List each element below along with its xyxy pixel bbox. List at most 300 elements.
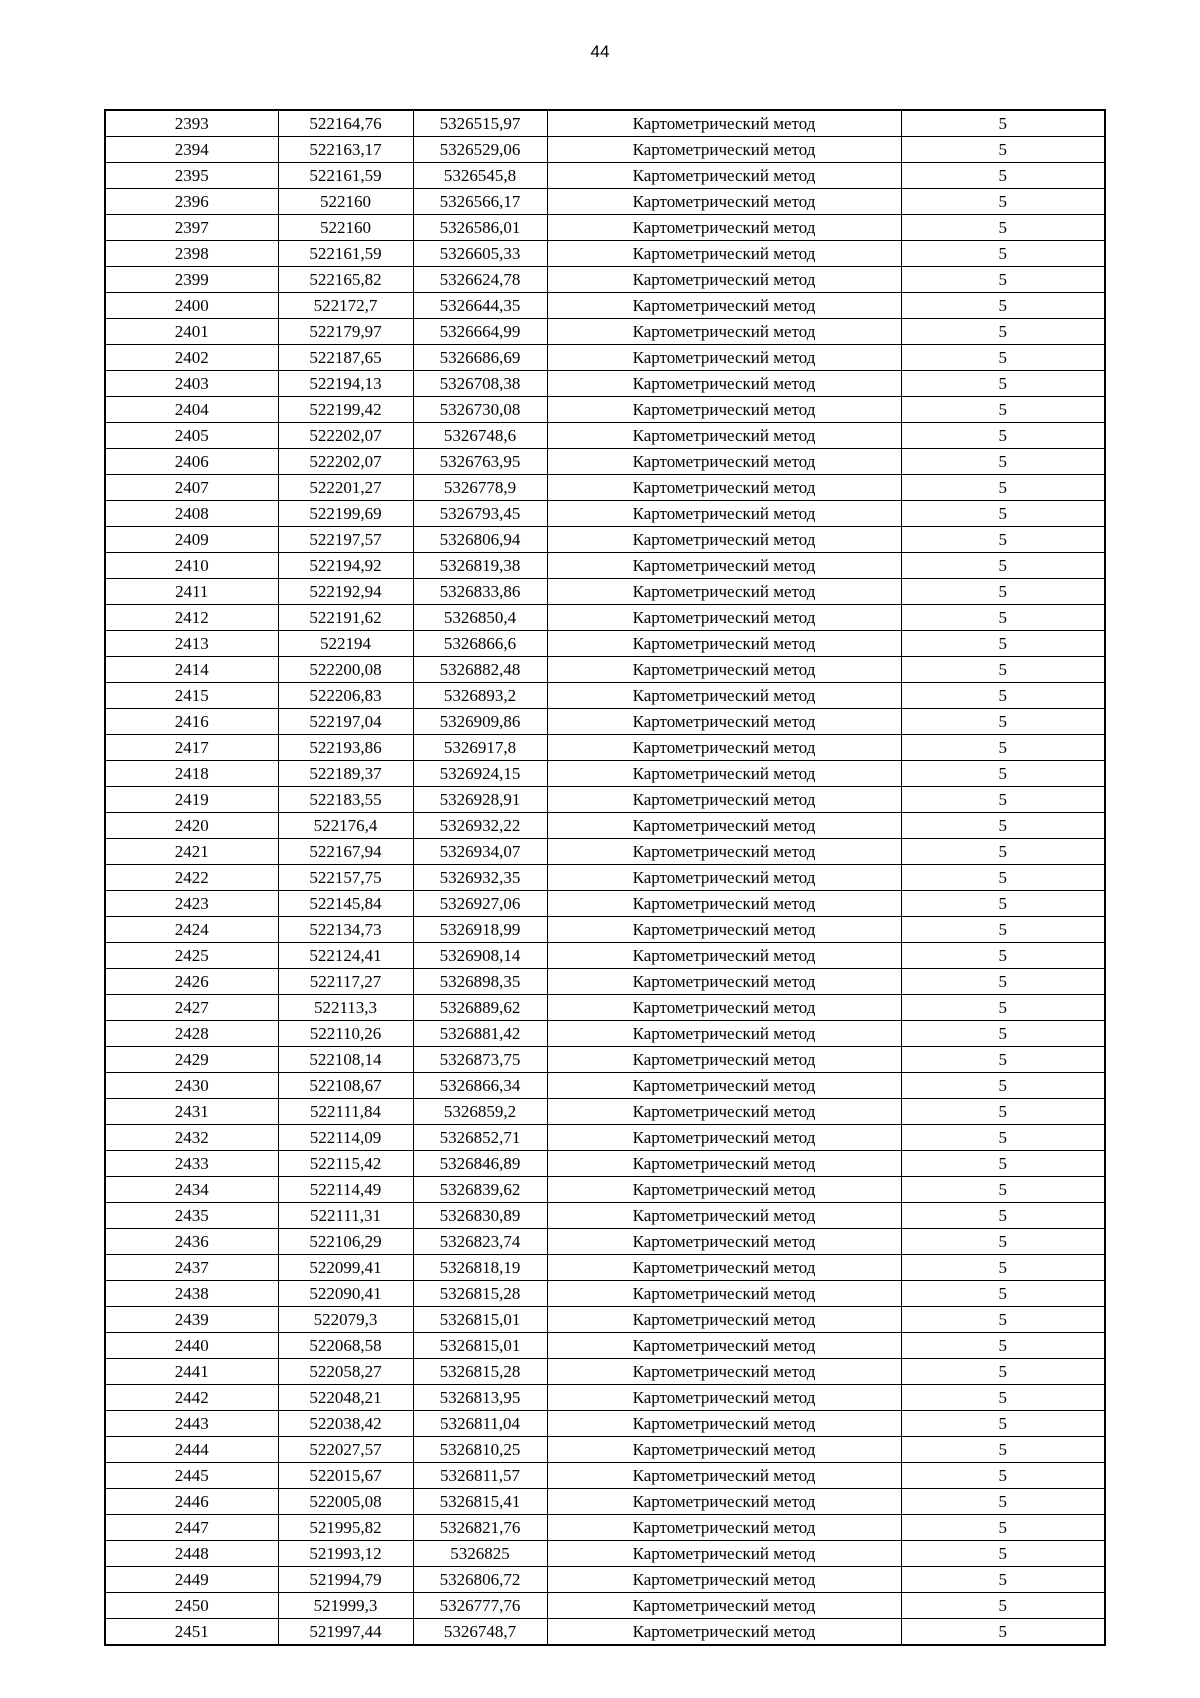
- y-coordinate-cell: 5326909,86: [413, 709, 547, 735]
- y-coordinate-cell: 5326818,19: [413, 1255, 547, 1281]
- point-number-cell: 2443: [105, 1411, 278, 1437]
- y-coordinate-cell: 5326852,71: [413, 1125, 547, 1151]
- method-cell: Картометрический метод: [547, 1359, 901, 1385]
- point-number-cell: 2418: [105, 761, 278, 787]
- y-coordinate-cell: 5326686,69: [413, 345, 547, 371]
- point-number-cell: 2411: [105, 579, 278, 605]
- table-row: [105, 917, 1105, 943]
- point-number-cell: 2441: [105, 1359, 278, 1385]
- accuracy-cell: 5: [901, 319, 1105, 345]
- y-coordinate-cell: 5326873,75: [413, 1047, 547, 1073]
- method-cell: Картометрический метод: [547, 1541, 901, 1567]
- table-row: [105, 943, 1105, 969]
- x-coordinate-cell: 521997,44: [278, 1619, 413, 1646]
- method-cell: Картометрический метод: [547, 553, 901, 579]
- method-cell: Картометрический метод: [547, 241, 901, 267]
- x-coordinate-cell: 522115,42: [278, 1151, 413, 1177]
- method-cell: Картометрический метод: [547, 1593, 901, 1619]
- y-coordinate-cell: 5326833,86: [413, 579, 547, 605]
- point-number-cell: 2405: [105, 423, 278, 449]
- accuracy-cell: 5: [901, 1619, 1105, 1646]
- y-coordinate-cell: 5326889,62: [413, 995, 547, 1021]
- y-coordinate-cell: 5326898,35: [413, 969, 547, 995]
- method-cell: Картометрический метод: [547, 1203, 901, 1229]
- y-coordinate-cell: 5326932,22: [413, 813, 547, 839]
- method-cell: Картометрический метод: [547, 1619, 901, 1646]
- table-row: [105, 241, 1105, 267]
- table-row: [105, 1151, 1105, 1177]
- point-number-cell: 2400: [105, 293, 278, 319]
- x-coordinate-cell: 522106,29: [278, 1229, 413, 1255]
- point-number-cell: 2415: [105, 683, 278, 709]
- table-row: [105, 345, 1105, 371]
- accuracy-cell: 5: [901, 1385, 1105, 1411]
- method-cell: Картометрический метод: [547, 1307, 901, 1333]
- point-number-cell: 2439: [105, 1307, 278, 1333]
- accuracy-cell: 5: [901, 527, 1105, 553]
- x-coordinate-cell: 522163,17: [278, 137, 413, 163]
- y-coordinate-cell: 5326839,62: [413, 1177, 547, 1203]
- table-row: [105, 293, 1105, 319]
- table-row: [105, 1463, 1105, 1489]
- point-number-cell: 2413: [105, 631, 278, 657]
- point-number-cell: 2419: [105, 787, 278, 813]
- method-cell: Картометрический метод: [547, 1333, 901, 1359]
- method-cell: Картометрический метод: [547, 110, 901, 137]
- accuracy-cell: 5: [901, 215, 1105, 241]
- method-cell: Картометрический метод: [547, 319, 901, 345]
- x-coordinate-cell: 522048,21: [278, 1385, 413, 1411]
- accuracy-cell: 5: [901, 397, 1105, 423]
- page-number: 44: [590, 42, 610, 61]
- point-number-cell: 2449: [105, 1567, 278, 1593]
- y-coordinate-cell: 5326586,01: [413, 215, 547, 241]
- x-coordinate-cell: 522199,69: [278, 501, 413, 527]
- point-number-cell: 2398: [105, 241, 278, 267]
- point-number-cell: 2451: [105, 1619, 278, 1646]
- accuracy-cell: 5: [901, 1515, 1105, 1541]
- y-coordinate-cell: 5326813,95: [413, 1385, 547, 1411]
- point-number-cell: 2450: [105, 1593, 278, 1619]
- y-coordinate-cell: 5326763,95: [413, 449, 547, 475]
- table-row: [105, 813, 1105, 839]
- y-coordinate-cell: 5326664,99: [413, 319, 547, 345]
- method-cell: Картометрический метод: [547, 293, 901, 319]
- x-coordinate-cell: 522079,3: [278, 1307, 413, 1333]
- x-coordinate-cell: 521999,3: [278, 1593, 413, 1619]
- method-cell: Картометрический метод: [547, 1099, 901, 1125]
- method-cell: Картометрический метод: [547, 527, 901, 553]
- point-number-cell: 2430: [105, 1073, 278, 1099]
- table-row: [105, 215, 1105, 241]
- table-row: [105, 995, 1105, 1021]
- accuracy-cell: 5: [901, 1073, 1105, 1099]
- method-cell: Картометрический метод: [547, 813, 901, 839]
- x-coordinate-cell: 522058,27: [278, 1359, 413, 1385]
- point-number-cell: 2422: [105, 865, 278, 891]
- y-coordinate-cell: 5326777,76: [413, 1593, 547, 1619]
- x-coordinate-cell: 521995,82: [278, 1515, 413, 1541]
- y-coordinate-cell: 5326846,89: [413, 1151, 547, 1177]
- point-number-cell: 2446: [105, 1489, 278, 1515]
- table-row: [105, 371, 1105, 397]
- y-coordinate-cell: 5326819,38: [413, 553, 547, 579]
- point-number-cell: 2396: [105, 189, 278, 215]
- point-number-cell: 2412: [105, 605, 278, 631]
- y-coordinate-cell: 5326866,6: [413, 631, 547, 657]
- accuracy-cell: 5: [901, 110, 1105, 137]
- point-number-cell: 2445: [105, 1463, 278, 1489]
- y-coordinate-cell: 5326815,28: [413, 1281, 547, 1307]
- table-row: [105, 579, 1105, 605]
- method-cell: Картометрический метод: [547, 1411, 901, 1437]
- accuracy-cell: 5: [901, 1281, 1105, 1307]
- method-cell: Картометрический метод: [547, 475, 901, 501]
- y-coordinate-cell: 5326881,42: [413, 1021, 547, 1047]
- method-cell: Картометрический метод: [547, 787, 901, 813]
- x-coordinate-cell: 522015,67: [278, 1463, 413, 1489]
- x-coordinate-cell: 522124,41: [278, 943, 413, 969]
- x-coordinate-cell: 522117,27: [278, 969, 413, 995]
- method-cell: Картометрический метод: [547, 345, 901, 371]
- coordinates-table: [104, 109, 1106, 1646]
- table-row: [105, 1021, 1105, 1047]
- table-row: [105, 319, 1105, 345]
- accuracy-cell: 5: [901, 579, 1105, 605]
- x-coordinate-cell: 521994,79: [278, 1567, 413, 1593]
- accuracy-cell: 5: [901, 1567, 1105, 1593]
- accuracy-cell: 5: [901, 449, 1105, 475]
- method-cell: Картометрический метод: [547, 1437, 901, 1463]
- x-coordinate-cell: 522201,27: [278, 475, 413, 501]
- x-coordinate-cell: 522110,26: [278, 1021, 413, 1047]
- method-cell: Картометрический метод: [547, 943, 901, 969]
- point-number-cell: 2406: [105, 449, 278, 475]
- accuracy-cell: 5: [901, 423, 1105, 449]
- point-number-cell: 2394: [105, 137, 278, 163]
- y-coordinate-cell: 5326811,04: [413, 1411, 547, 1437]
- table-row: [105, 1515, 1105, 1541]
- table-row: [105, 761, 1105, 787]
- point-number-cell: 2434: [105, 1177, 278, 1203]
- accuracy-cell: 5: [901, 1177, 1105, 1203]
- point-number-cell: 2417: [105, 735, 278, 761]
- table-row: [105, 1073, 1105, 1099]
- point-number-cell: 2408: [105, 501, 278, 527]
- x-coordinate-cell: 522068,58: [278, 1333, 413, 1359]
- method-cell: Картометрический метод: [547, 137, 901, 163]
- method-cell: Картометрический метод: [547, 1385, 901, 1411]
- x-coordinate-cell: 522108,14: [278, 1047, 413, 1073]
- accuracy-cell: 5: [901, 709, 1105, 735]
- point-number-cell: 2416: [105, 709, 278, 735]
- method-cell: Картометрический метод: [547, 1515, 901, 1541]
- point-number-cell: 2410: [105, 553, 278, 579]
- y-coordinate-cell: 5326748,6: [413, 423, 547, 449]
- table-row: [105, 501, 1105, 527]
- point-number-cell: 2414: [105, 657, 278, 683]
- table-row: [105, 1307, 1105, 1333]
- x-coordinate-cell: 522160: [278, 215, 413, 241]
- x-coordinate-cell: 522111,84: [278, 1099, 413, 1125]
- table-row: [105, 1359, 1105, 1385]
- x-coordinate-cell: 522113,3: [278, 995, 413, 1021]
- point-number-cell: 2420: [105, 813, 278, 839]
- table-row: [105, 891, 1105, 917]
- accuracy-cell: 5: [901, 735, 1105, 761]
- y-coordinate-cell: 5326859,2: [413, 1099, 547, 1125]
- point-number-cell: 2436: [105, 1229, 278, 1255]
- method-cell: Картометрический метод: [547, 605, 901, 631]
- y-coordinate-cell: 5326730,08: [413, 397, 547, 423]
- y-coordinate-cell: 5326529,06: [413, 137, 547, 163]
- method-cell: Картометрический метод: [547, 865, 901, 891]
- accuracy-cell: 5: [901, 891, 1105, 917]
- x-coordinate-cell: 522038,42: [278, 1411, 413, 1437]
- x-coordinate-cell: 522099,41: [278, 1255, 413, 1281]
- x-coordinate-cell: 522114,49: [278, 1177, 413, 1203]
- x-coordinate-cell: 522206,83: [278, 683, 413, 709]
- point-number-cell: 2423: [105, 891, 278, 917]
- method-cell: Картометрический метод: [547, 501, 901, 527]
- method-cell: Картометрический метод: [547, 995, 901, 1021]
- table-row: [105, 475, 1105, 501]
- y-coordinate-cell: 5326932,35: [413, 865, 547, 891]
- table-row: [105, 110, 1105, 137]
- y-coordinate-cell: 5326918,99: [413, 917, 547, 943]
- method-cell: Картометрический метод: [547, 683, 901, 709]
- coordinates-table-body: [105, 110, 1105, 1645]
- x-coordinate-cell: 522179,97: [278, 319, 413, 345]
- point-number-cell: 2428: [105, 1021, 278, 1047]
- point-number-cell: 2395: [105, 163, 278, 189]
- y-coordinate-cell: 5326605,33: [413, 241, 547, 267]
- table-row: [105, 1411, 1105, 1437]
- x-coordinate-cell: 521993,12: [278, 1541, 413, 1567]
- accuracy-cell: 5: [901, 657, 1105, 683]
- accuracy-cell: 5: [901, 683, 1105, 709]
- x-coordinate-cell: 522005,08: [278, 1489, 413, 1515]
- point-number-cell: 2425: [105, 943, 278, 969]
- x-coordinate-cell: 522193,86: [278, 735, 413, 761]
- point-number-cell: 2409: [105, 527, 278, 553]
- table-row: [105, 1541, 1105, 1567]
- method-cell: Картометрический метод: [547, 1177, 901, 1203]
- point-number-cell: 2448: [105, 1541, 278, 1567]
- x-coordinate-cell: 522187,65: [278, 345, 413, 371]
- x-coordinate-cell: 522197,04: [278, 709, 413, 735]
- method-cell: Картометрический метод: [547, 371, 901, 397]
- table-row: [105, 735, 1105, 761]
- accuracy-cell: 5: [901, 1151, 1105, 1177]
- x-coordinate-cell: 522090,41: [278, 1281, 413, 1307]
- x-coordinate-cell: 522200,08: [278, 657, 413, 683]
- accuracy-cell: 5: [901, 917, 1105, 943]
- x-coordinate-cell: 522164,76: [278, 110, 413, 137]
- point-number-cell: 2432: [105, 1125, 278, 1151]
- point-number-cell: 2435: [105, 1203, 278, 1229]
- table-row: [105, 189, 1105, 215]
- table-row: [105, 631, 1105, 657]
- y-coordinate-cell: 5326924,15: [413, 761, 547, 787]
- point-number-cell: 2429: [105, 1047, 278, 1073]
- accuracy-cell: 5: [901, 137, 1105, 163]
- table-row: [105, 1047, 1105, 1073]
- method-cell: Картометрический метод: [547, 1489, 901, 1515]
- x-coordinate-cell: 522176,4: [278, 813, 413, 839]
- method-cell: Картометрический метод: [547, 189, 901, 215]
- accuracy-cell: 5: [901, 969, 1105, 995]
- accuracy-cell: 5: [901, 605, 1105, 631]
- table-row: [105, 1255, 1105, 1281]
- x-coordinate-cell: 522111,31: [278, 1203, 413, 1229]
- accuracy-cell: 5: [901, 1333, 1105, 1359]
- accuracy-cell: 5: [901, 1203, 1105, 1229]
- table-row: [105, 1177, 1105, 1203]
- point-number-cell: 2440: [105, 1333, 278, 1359]
- accuracy-cell: 5: [901, 761, 1105, 787]
- accuracy-cell: 5: [901, 1255, 1105, 1281]
- y-coordinate-cell: 5326866,34: [413, 1073, 547, 1099]
- method-cell: Картометрический метод: [547, 891, 901, 917]
- accuracy-cell: 5: [901, 189, 1105, 215]
- method-cell: Картометрический метод: [547, 1073, 901, 1099]
- method-cell: Картометрический метод: [547, 1281, 901, 1307]
- point-number-cell: 2403: [105, 371, 278, 397]
- method-cell: Картометрический метод: [547, 1229, 901, 1255]
- method-cell: Картометрический метод: [547, 449, 901, 475]
- table-row: [105, 1593, 1105, 1619]
- x-coordinate-cell: 522145,84: [278, 891, 413, 917]
- y-coordinate-cell: 5326624,78: [413, 267, 547, 293]
- y-coordinate-cell: 5326927,06: [413, 891, 547, 917]
- table-row: [105, 527, 1105, 553]
- y-coordinate-cell: 5326545,8: [413, 163, 547, 189]
- y-coordinate-cell: 5326748,7: [413, 1619, 547, 1646]
- point-number-cell: 2433: [105, 1151, 278, 1177]
- y-coordinate-cell: 5326644,35: [413, 293, 547, 319]
- table-row: [105, 839, 1105, 865]
- method-cell: Картометрический метод: [547, 761, 901, 787]
- point-number-cell: 2431: [105, 1099, 278, 1125]
- table-row: [105, 553, 1105, 579]
- y-coordinate-cell: 5326815,41: [413, 1489, 547, 1515]
- method-cell: Картометрический метод: [547, 709, 901, 735]
- point-number-cell: 2437: [105, 1255, 278, 1281]
- accuracy-cell: 5: [901, 1411, 1105, 1437]
- y-coordinate-cell: 5326810,25: [413, 1437, 547, 1463]
- y-coordinate-cell: 5326815,01: [413, 1333, 547, 1359]
- accuracy-cell: 5: [901, 995, 1105, 1021]
- method-cell: Картометрический метод: [547, 631, 901, 657]
- accuracy-cell: 5: [901, 839, 1105, 865]
- method-cell: Картометрический метод: [547, 1567, 901, 1593]
- y-coordinate-cell: 5326806,72: [413, 1567, 547, 1593]
- x-coordinate-cell: 522172,7: [278, 293, 413, 319]
- method-cell: Картометрический метод: [547, 1463, 901, 1489]
- accuracy-cell: 5: [901, 1463, 1105, 1489]
- x-coordinate-cell: 522192,94: [278, 579, 413, 605]
- x-coordinate-cell: 522191,62: [278, 605, 413, 631]
- x-coordinate-cell: 522197,57: [278, 527, 413, 553]
- table-row: [105, 163, 1105, 189]
- method-cell: Картометрический метод: [547, 267, 901, 293]
- x-coordinate-cell: 522167,94: [278, 839, 413, 865]
- y-coordinate-cell: 5326934,07: [413, 839, 547, 865]
- accuracy-cell: 5: [901, 1125, 1105, 1151]
- method-cell: Картометрический метод: [547, 579, 901, 605]
- point-number-cell: 2444: [105, 1437, 278, 1463]
- x-coordinate-cell: 522161,59: [278, 241, 413, 267]
- accuracy-cell: 5: [901, 1047, 1105, 1073]
- table-row: [105, 137, 1105, 163]
- accuracy-cell: 5: [901, 1541, 1105, 1567]
- method-cell: Картометрический метод: [547, 1125, 901, 1151]
- method-cell: Картометрический метод: [547, 969, 901, 995]
- accuracy-cell: 5: [901, 1307, 1105, 1333]
- accuracy-cell: 5: [901, 865, 1105, 891]
- table-row: [105, 709, 1105, 735]
- table-row: [105, 1203, 1105, 1229]
- table-row: [105, 1281, 1105, 1307]
- point-number-cell: 2442: [105, 1385, 278, 1411]
- table-row: [105, 787, 1105, 813]
- y-coordinate-cell: 5326928,91: [413, 787, 547, 813]
- table-row: [105, 605, 1105, 631]
- accuracy-cell: 5: [901, 501, 1105, 527]
- x-coordinate-cell: 522160: [278, 189, 413, 215]
- accuracy-cell: 5: [901, 293, 1105, 319]
- x-coordinate-cell: 522027,57: [278, 1437, 413, 1463]
- x-coordinate-cell: 522108,67: [278, 1073, 413, 1099]
- x-coordinate-cell: 522165,82: [278, 267, 413, 293]
- point-number-cell: 2402: [105, 345, 278, 371]
- table-row: [105, 1567, 1105, 1593]
- accuracy-cell: 5: [901, 371, 1105, 397]
- accuracy-cell: 5: [901, 241, 1105, 267]
- y-coordinate-cell: 5326825: [413, 1541, 547, 1567]
- x-coordinate-cell: 522194,92: [278, 553, 413, 579]
- method-cell: Картометрический метод: [547, 1021, 901, 1047]
- x-coordinate-cell: 522202,07: [278, 423, 413, 449]
- point-number-cell: 2447: [105, 1515, 278, 1541]
- table-row: [105, 397, 1105, 423]
- x-coordinate-cell: 522189,37: [278, 761, 413, 787]
- point-number-cell: 2397: [105, 215, 278, 241]
- point-number-cell: 2421: [105, 839, 278, 865]
- x-coordinate-cell: 522157,75: [278, 865, 413, 891]
- y-coordinate-cell: 5326821,76: [413, 1515, 547, 1541]
- table-row: [105, 657, 1105, 683]
- accuracy-cell: 5: [901, 163, 1105, 189]
- table-row: [105, 1489, 1105, 1515]
- point-number-cell: 2427: [105, 995, 278, 1021]
- point-number-cell: 2438: [105, 1281, 278, 1307]
- x-coordinate-cell: 522194,13: [278, 371, 413, 397]
- method-cell: Картометрический метод: [547, 1151, 901, 1177]
- y-coordinate-cell: 5326908,14: [413, 943, 547, 969]
- y-coordinate-cell: 5326815,28: [413, 1359, 547, 1385]
- table-row: [105, 1619, 1105, 1646]
- table-row: [105, 683, 1105, 709]
- point-number-cell: 2404: [105, 397, 278, 423]
- point-number-cell: 2426: [105, 969, 278, 995]
- x-coordinate-cell: 522183,55: [278, 787, 413, 813]
- y-coordinate-cell: 5326806,94: [413, 527, 547, 553]
- table-row: [105, 969, 1105, 995]
- method-cell: Картометрический метод: [547, 839, 901, 865]
- method-cell: Картометрический метод: [547, 917, 901, 943]
